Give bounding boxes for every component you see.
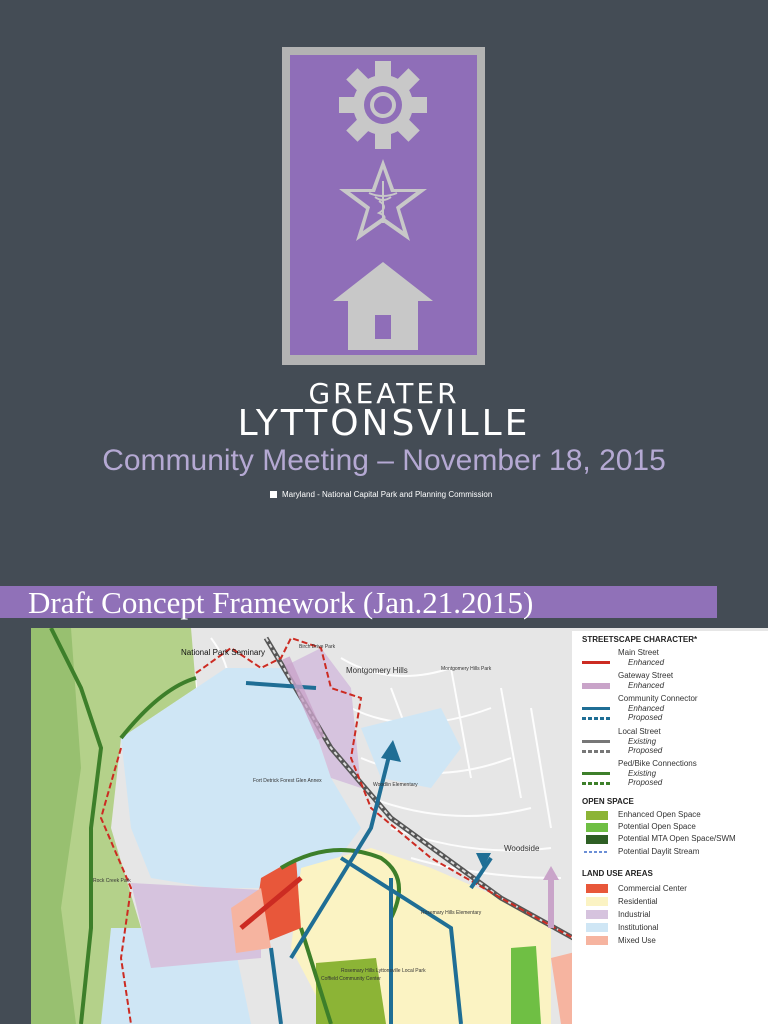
legend-local: Local Street bbox=[618, 727, 661, 736]
legend-connector-proposed: Proposed bbox=[628, 713, 663, 722]
legend-connector-proposed-swatch bbox=[582, 717, 610, 720]
legend-local-proposed: Proposed bbox=[628, 746, 663, 755]
legend-land-use-title: LAND USE AREAS bbox=[582, 869, 653, 878]
legend-institutional-swatch bbox=[586, 923, 608, 932]
legend-daylit: Potential Daylit Stream bbox=[618, 847, 700, 856]
title-greater: GREATER bbox=[308, 377, 460, 410]
legend-potential-open-swatch bbox=[586, 823, 608, 832]
label-rock-creek: Rock Creek Park bbox=[93, 878, 131, 884]
institutional-area-2 bbox=[361, 708, 461, 788]
legend-connector-enhanced: Enhanced bbox=[628, 704, 665, 713]
legend-mixed-swatch bbox=[586, 936, 608, 945]
meeting-subtitle: Community Meeting – November 18, 2015 bbox=[102, 444, 666, 477]
label-birch-drive-park: Birch Drive Park bbox=[299, 644, 336, 650]
legend-main-swatch bbox=[582, 661, 610, 664]
label-montgomery-hills: Montgomery Hills bbox=[346, 666, 408, 675]
title-lyttonsville: LYTTONSVILLE bbox=[237, 403, 531, 444]
legend-mta: Potential MTA Open Space/SWM bbox=[618, 834, 736, 843]
agency-line bbox=[270, 490, 492, 499]
logo-frame bbox=[282, 47, 485, 365]
legend-potential-open: Potential Open Space bbox=[618, 822, 696, 831]
legend-industrial: Industrial bbox=[618, 910, 651, 919]
legend-local-existing: Existing bbox=[628, 737, 657, 746]
label-montgomery-hills-park: Montgomery Hills Park bbox=[441, 666, 492, 672]
legend-gateway: Gateway Street bbox=[618, 671, 674, 680]
label-fort-detrick: Fort Detrick Forest Glen Annex bbox=[253, 778, 322, 784]
gear-icon bbox=[339, 61, 427, 149]
label-woodlin: Woodlin Elementary bbox=[373, 782, 418, 788]
legend-gateway-swatch bbox=[582, 683, 610, 689]
legend-gateway-enhanced: Enhanced bbox=[628, 681, 665, 690]
label-rosemary-park: Rosemary Hills Lyttonsville Local Park bbox=[341, 968, 426, 974]
legend-daylit-swatch bbox=[584, 851, 608, 853]
legend-connector: Community Connector bbox=[618, 694, 698, 703]
legend-open-space-title: OPEN SPACE bbox=[582, 797, 634, 806]
daylit-arrow bbox=[543, 866, 559, 880]
legend-residential-swatch bbox=[586, 897, 608, 906]
logo-icons bbox=[290, 55, 477, 355]
legend-industrial-swatch bbox=[586, 910, 608, 919]
label-woodside: Woodside bbox=[504, 844, 540, 853]
label-rosemary-hills-elementary: Rosemary Hills Elementary bbox=[421, 910, 482, 916]
legend-residential: Residential bbox=[618, 897, 658, 906]
legend-local-proposed-swatch bbox=[582, 750, 610, 753]
legend-pedbike-proposed: Proposed bbox=[628, 778, 663, 787]
legend-commercial-swatch bbox=[586, 884, 608, 893]
legend-mta-swatch bbox=[586, 835, 608, 844]
legend-connector-enhanced-swatch bbox=[582, 707, 610, 710]
legend-institutional: Institutional bbox=[618, 923, 659, 932]
agency-name: Maryland - National Capital Park and Planning Commission bbox=[282, 490, 493, 499]
logo-panel bbox=[290, 55, 477, 355]
section-title: Draft Concept Framework (Jan.21.2015) bbox=[28, 585, 534, 620]
legend-streetscape-title: STREETSCAPE CHARACTER* bbox=[582, 635, 698, 644]
legend-local-existing-swatch bbox=[582, 740, 610, 743]
house-icon bbox=[333, 262, 433, 350]
map-legend bbox=[572, 631, 768, 1024]
legend-main-enhanced: Enhanced bbox=[628, 658, 665, 667]
legend-pedbike-proposed-swatch bbox=[582, 782, 610, 785]
agency-logo-icon bbox=[270, 491, 277, 498]
legend-enhanced-open: Enhanced Open Space bbox=[618, 810, 701, 819]
legend-commercial: Commercial Center bbox=[618, 884, 687, 893]
label-national-park-seminary: National Park Seminary bbox=[181, 648, 266, 657]
legend-mixed: Mixed Use bbox=[618, 936, 656, 945]
legend-enhanced-open-swatch bbox=[586, 811, 608, 820]
star-caduceus-icon bbox=[339, 159, 427, 241]
legend-pedbike: Ped/Bike Connections bbox=[618, 759, 697, 768]
label-coffield: Coffield Community Center bbox=[321, 976, 381, 982]
legend-pedbike-existing: Existing bbox=[628, 769, 657, 778]
legend-main-street: Main Street bbox=[618, 648, 659, 657]
legend-pedbike-existing-swatch bbox=[582, 772, 610, 775]
potential-open-area bbox=[511, 946, 541, 1024]
